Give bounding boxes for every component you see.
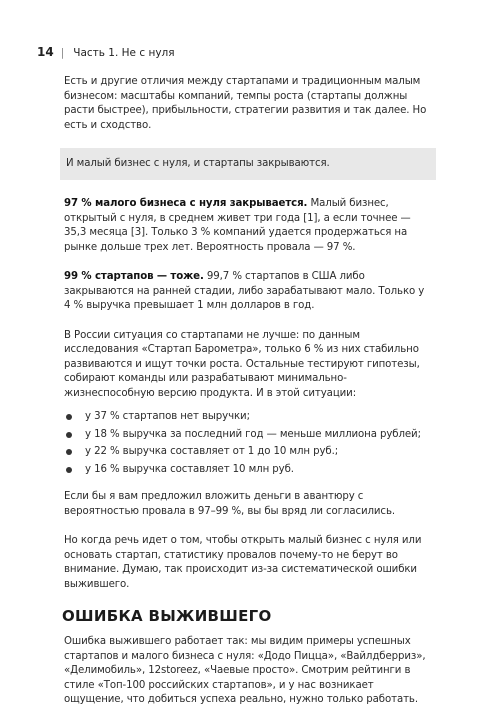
- page-header: [37, 46, 175, 59]
- paragraph-offer: Если бы я вам предложил вложить деньги в авантюру с вероятностью провала в 97–99 %, вы бы вряд ли согласились.: [64, 491, 395, 517]
- bullet-icon: [66, 414, 72, 420]
- paragraph-text: 99,7 % стартапов в США либо закрываются на ранней стадии, либо зарабатывают мало. Только у 4 % выручка превышает 1 млн долларов в год.: [64, 271, 425, 311]
- list-item-text: у 37 % стартапов нет выручки;: [85, 411, 250, 422]
- bold-lead: 99 % стартапов — тоже.: [64, 271, 204, 282]
- bullet-list: [64, 410, 432, 477]
- callout-text: И малый бизнес с нуля, и стартапы закрываются.: [66, 158, 330, 169]
- list-item-text: у 16 % выручка составляет 10 млн руб.: [85, 463, 294, 475]
- list-item: [64, 463, 432, 478]
- section-title: ОШИБКА ВЫЖИВШЕГО: [62, 607, 272, 625]
- list-item: [64, 428, 432, 443]
- paragraph-survivor-bias: Ошибка выжившего работает так: мы видим примеры успешных стартапов и малого бизнеса с нуля: «Додо Пицца», «Вайлдберриз», «Делимобиль», 12storeez, «Чаевые просто». Смотрим рейтинги в стиле «Топ-100 российских стартапов», и у нас возникает ощущение, что добиться успеха реально, нужно только работать.: [64, 636, 426, 705]
- paragraph-startups: [64, 270, 432, 314]
- bullet-icon: [66, 467, 72, 473]
- paragraph-text: Малый бизнес, открытый с нуля, в среднем живет три года [1], а если точнее — 35,3 месяца [3]. Только 3 % компаний удается продержаться на рынке дольше трех лет. Вероятность провала — 97 %.: [64, 198, 411, 253]
- page-number: 14: [37, 45, 54, 59]
- bullet-icon: [66, 432, 72, 438]
- bullet-icon: [66, 449, 72, 455]
- list-item: [64, 445, 432, 460]
- paragraph-differences: Есть и другие отличия между стартапами и традиционным малым бизнесом: масштабы компаний, темпы роста (стартапы должны расти быстрее), прибыльности, стратегии развития и так далее. Но есть и сходство.: [64, 76, 427, 131]
- callout-box: [60, 148, 436, 180]
- header-separator: |: [60, 47, 65, 59]
- paragraph-russia: В России ситуация со стартапами не лучше: по данным исследования «Стартап Барометра», только 6 % из них стабильно развиваются и ищут точки роста. Остальные тестируют гипотезы, собирают команды или разрабатывают минимально-жизнеспособную версию продукта. И в этой ситуации:: [64, 329, 420, 399]
- paragraph-small-business: [64, 197, 432, 255]
- paragraph-survivor-bias-intro: Но когда речь идет о том, чтобы открыть малый бизнес с нуля или основать стартап, статистику провалов почему-то не берут во внимание. Думаю, так происходит из-за систематической ошибки выжившего.: [64, 535, 422, 590]
- list-item: [64, 410, 432, 425]
- page-content: [64, 75, 432, 708]
- bold-lead: 97 % малого бизнеса с нуля закрывается.: [64, 198, 308, 209]
- list-item-text: у 22 % выручка составляет от 1 до 10 млн руб.;: [85, 446, 339, 457]
- list-item-text: у 18 % выручка за последний год — меньше миллиона рублей;: [85, 428, 421, 440]
- chapter-title: Часть 1. Не с нуля: [73, 47, 175, 59]
